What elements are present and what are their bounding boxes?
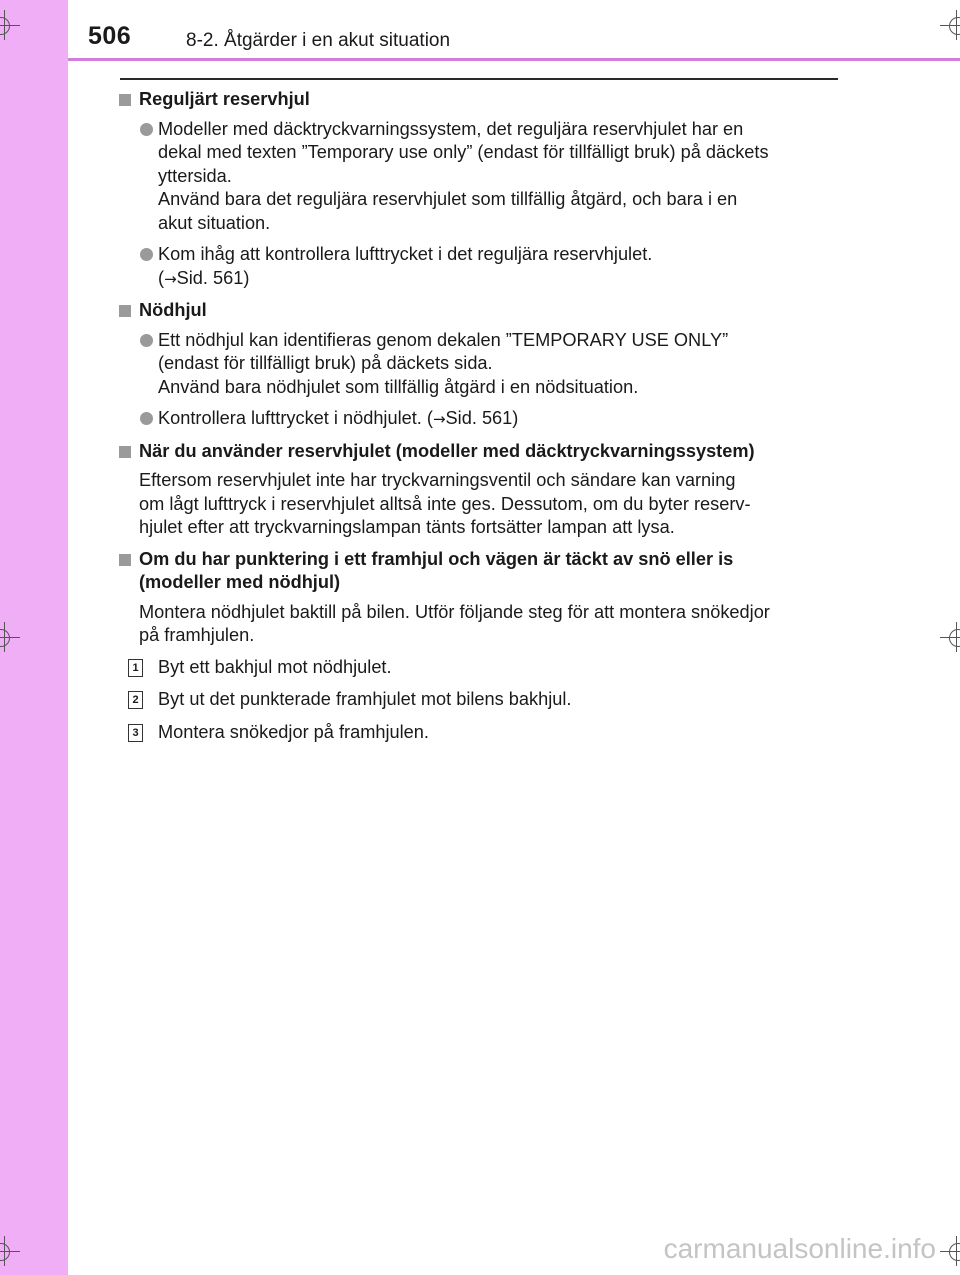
square-bullet-icon <box>119 305 131 317</box>
page-reference: (→Sid. 561) <box>158 267 250 288</box>
crop-mark-icon <box>0 622 30 652</box>
heading-emergency-wheel: Nödhjul <box>118 299 838 323</box>
header-rule <box>120 78 838 80</box>
crop-mark-icon <box>0 10 30 40</box>
paragraph: Eftersom reservhjulet inte har tryckvarningsventil och sändare kan varning om lågt lufttryck i reservhjulet alltså inte ges. Dessutom, om du byter reserv- hjulet efter att tryckvarningslampan tänts fortsätter lampan att lysa. <box>139 470 751 537</box>
step-item: 3 Montera snökedjor på framhjulen. <box>118 721 838 745</box>
circle-bullet-icon <box>140 123 153 136</box>
square-bullet-icon <box>119 94 131 106</box>
bullet-item: Kom ihåg att kontrollera lufttrycket i det reguljära reservhjulet. (→Sid. 561) <box>118 243 838 291</box>
bullet-item: Ett nödhjul kan identifieras genom dekalen ”TEMPORARY USE ONLY” (endast för tillfälligt bruk) på däckets sida. Använd bara nödhjulet som tillfällig åtgärd i en nödsituation. <box>118 329 838 400</box>
header-accent-line <box>68 58 960 61</box>
crop-mark-icon <box>930 10 960 40</box>
heading-using-spare: När du använder reservhjulet (modeller med däcktryckvarningssystem) <box>118 440 838 464</box>
circle-bullet-icon <box>140 248 153 261</box>
bullet-item: Kontrollera lufttrycket i nödhjulet. (→Sid. 561) <box>118 407 838 432</box>
crop-mark-icon <box>930 1236 960 1266</box>
section-title: 8-2. Åtgärder i en akut situation <box>186 30 451 51</box>
page-number: 506 <box>88 22 132 50</box>
circle-bullet-icon <box>140 334 153 347</box>
circle-bullet-icon <box>140 412 153 425</box>
step-number-badge: 1 <box>128 659 143 677</box>
arrow-right-icon: → <box>164 269 177 288</box>
step-item: 2 Byt ut det punkterade framhjulet mot bilens bakhjul. <box>118 688 838 712</box>
bullet-item: Modeller med däcktryckvarningssystem, det reguljära reservhjulet har en dekal med texten ”Temporary use only” (endast för tillfälligt bruk) på däckets yttersida. Använd bara det reguljära reservhjulet som tillfällig åtgärd, och bara i en akut situation. <box>118 118 838 236</box>
step-number-badge: 2 <box>128 691 143 709</box>
step-number-badge: 3 <box>128 724 143 742</box>
crop-mark-icon <box>0 1236 30 1266</box>
watermark: carmanualsonline.info <box>663 1233 936 1264</box>
arrow-right-icon: → <box>432 410 446 428</box>
crop-mark-icon <box>930 622 960 652</box>
heading-regular-spare: Reguljärt reservhjul <box>118 88 838 112</box>
heading-front-puncture-snow: Om du har punktering i ett framhjul och vägen är täckt av snö eller is (modeller med nödhjul) <box>118 548 838 595</box>
step-item: 1 Byt ett bakhjul mot nödhjulet. <box>118 656 838 680</box>
square-bullet-icon <box>119 554 131 566</box>
page-content <box>118 88 838 753</box>
square-bullet-icon <box>119 446 131 458</box>
paragraph: Montera nödhjulet baktill på bilen. Utför följande steg för att montera snökedjor på framhjulen. <box>139 601 770 645</box>
